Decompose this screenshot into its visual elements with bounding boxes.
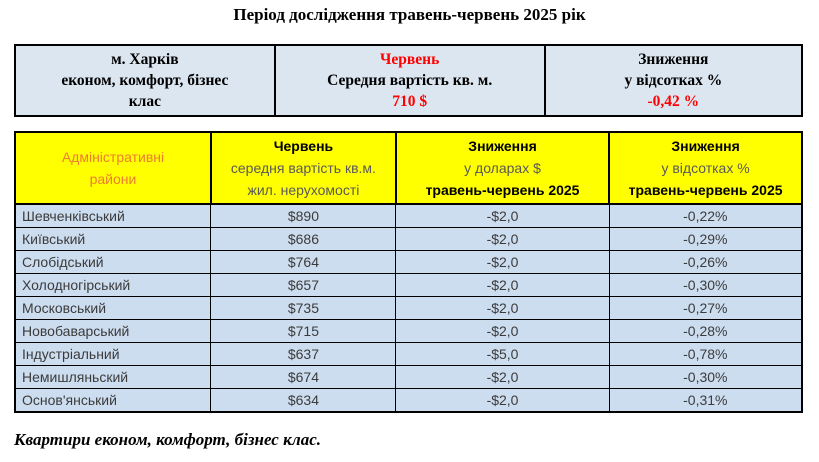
- header-june-price-line3: жил. нерухомості: [247, 182, 360, 198]
- change-usd-cell: -$2,0: [396, 274, 609, 297]
- change-pct-cell: -0,29%: [609, 228, 802, 251]
- price-cell: $637: [211, 343, 396, 366]
- summary-table: [14, 44, 803, 117]
- avg-price-value: 710 $: [392, 93, 428, 110]
- city-class-line2: клас: [128, 93, 161, 110]
- table-row: [15, 274, 802, 297]
- decline-label: Зниження: [638, 51, 709, 68]
- price-cell: $890: [211, 204, 396, 228]
- header-decline-pct-line3: травень-червень 2025: [628, 182, 783, 198]
- header-decline-usd-line2: у доларах $: [464, 160, 541, 176]
- month-label: Червень: [380, 51, 440, 68]
- table-header-row: [15, 132, 802, 204]
- change-usd-cell: -$2,0: [396, 228, 609, 251]
- page-title: Період дослідження травень-червень 2025 рік: [233, 5, 586, 24]
- footer-note: Квартири економ, комфорт, бізнес клас.: [14, 430, 322, 449]
- district-name-cell: Новобаварський: [15, 320, 211, 343]
- change-pct-cell: -0,31%: [609, 389, 802, 413]
- change-usd-cell: -$2,0: [396, 366, 609, 389]
- change-usd-cell: -$2,0: [396, 389, 609, 413]
- change-pct-cell: -0,27%: [609, 297, 802, 320]
- table-row: [15, 251, 802, 274]
- header-decline-usd-line3: травень-червень 2025: [425, 182, 580, 198]
- change-usd-cell: -$2,0: [396, 251, 609, 274]
- district-name-cell: Київський: [15, 228, 211, 251]
- price-cell: $674: [211, 366, 396, 389]
- price-cell: $657: [211, 274, 396, 297]
- header-decline-pct: [609, 132, 802, 204]
- decline-sublabel: у відсотках %: [624, 72, 723, 89]
- city-class-line1: економ, комфорт, бізнес: [61, 72, 229, 89]
- table-row: [15, 366, 802, 389]
- header-june-price-line2: середня вартість кв.м.: [230, 160, 376, 176]
- change-usd-cell: -$2,0: [396, 204, 609, 228]
- header-decline-pct-line1: Зниження: [671, 138, 740, 154]
- summary-cell-city: [15, 45, 275, 116]
- header-june-price-line1: Червень: [273, 138, 334, 154]
- table-row: [15, 228, 802, 251]
- change-pct-cell: -0,28%: [609, 320, 802, 343]
- district-name-cell: Немишляньский: [15, 366, 211, 389]
- change-usd-cell: -$5,0: [396, 343, 609, 366]
- header-june-price: [211, 132, 396, 204]
- change-pct-cell: -0,22%: [609, 204, 802, 228]
- table-row: [15, 343, 802, 366]
- change-pct-cell: -0,30%: [609, 274, 802, 297]
- district-name-cell: Слобідський: [15, 251, 211, 274]
- decline-value: -0,42 %: [647, 93, 700, 110]
- table-row: [15, 320, 802, 343]
- header-decline-usd-line1: Зниження: [468, 138, 537, 154]
- change-pct-cell: -0,30%: [609, 366, 802, 389]
- price-cell: $715: [211, 320, 396, 343]
- change-usd-cell: -$2,0: [396, 320, 609, 343]
- header-districts-line1: Адміністративні: [61, 149, 165, 165]
- district-name-cell: Індустріальний: [15, 343, 211, 366]
- district-name-cell: Холодногірський: [15, 274, 211, 297]
- table-row: [15, 389, 802, 413]
- price-cell: $735: [211, 297, 396, 320]
- summary-cell-price: [275, 45, 545, 116]
- districts-table: [14, 131, 803, 413]
- avg-price-label: Середня вартість кв. м.: [327, 72, 493, 89]
- change-usd-cell: -$2,0: [396, 297, 609, 320]
- summary-cell-decline: [545, 45, 802, 116]
- table-row: [15, 297, 802, 320]
- price-cell: $686: [211, 228, 396, 251]
- district-name-cell: Шевченківський: [15, 204, 211, 228]
- city-name: м. Харків: [111, 51, 179, 68]
- table-row: [15, 204, 802, 228]
- price-cell: $764: [211, 251, 396, 274]
- change-pct-cell: -0,26%: [609, 251, 802, 274]
- change-pct-cell: -0,78%: [609, 343, 802, 366]
- district-name-cell: Московський: [15, 297, 211, 320]
- header-decline-pct-line2: у відсотках %: [661, 160, 750, 176]
- header-districts-line2: райони: [89, 171, 137, 187]
- header-districts: [15, 132, 211, 204]
- district-name-cell: Основ'янський: [15, 389, 211, 413]
- price-cell: $634: [211, 389, 396, 413]
- header-decline-usd: [396, 132, 609, 204]
